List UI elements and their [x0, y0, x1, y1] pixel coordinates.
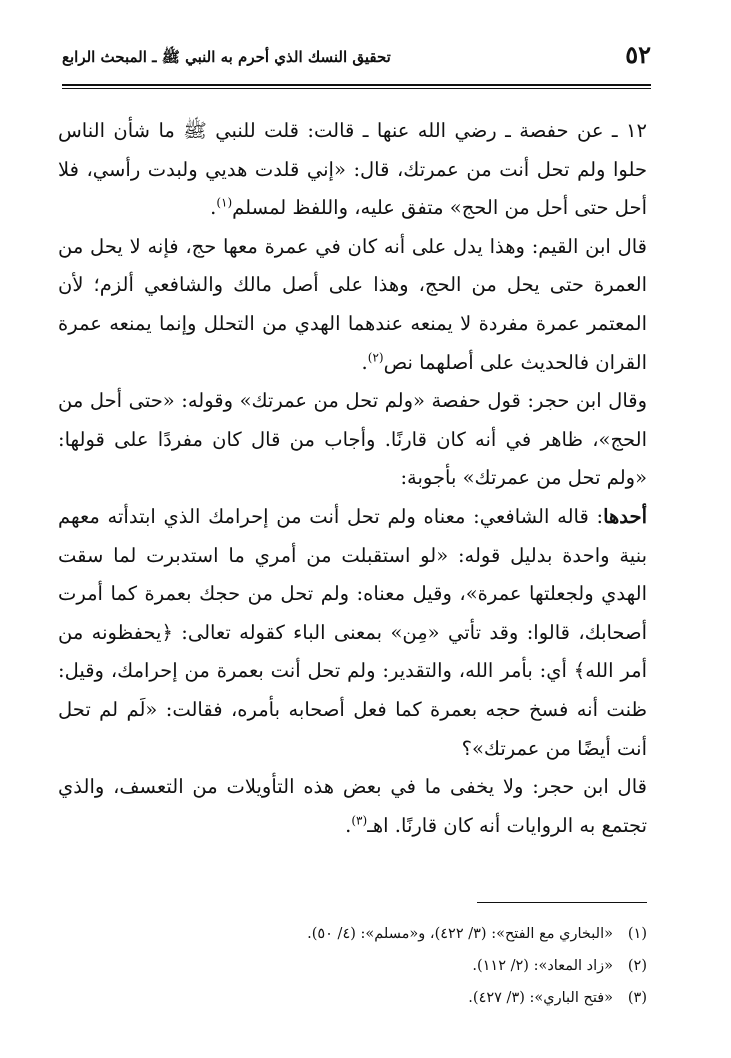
footnote-1: [200, 918, 647, 950]
footnote-number: (٢): [627, 958, 647, 974]
first-answer-text: : قاله الشافعي: معناه ولم تحل أنت من إحرامك الذي ابتدأته معهم بنية واحدة بدليل قوله: «لو استقبلت من أمري ما استدبرت لما سقت الهدي ولجعلتها عمرة»، وقيل معناه: ولم تحل من حجك بعمرة كما أمرت أصحابك، قالوا: وقد تأتي «مِن» بمعنى الباء كقوله تعالى: ﴿يحفظونه من أمر الله﴾ أي: بأمر الله، والتقدير: ولم تحل أنت بعمرة من إحرامك، وقيل: ظنت أنه فسخ حجه بعمرة كما فعل أصحابه بأمره، فقالت: «لَم لم تحل أنت أيضًا من عمرتك»؟: [58, 504, 647, 760]
paragraph-conclusion: قال ابن حجر: ولا يخفى ما في بعض هذه التأويلات من التعسف، والذي تجتمع به الروايات أنه كان قارنًا. اهـ$^{(٣)}$.: [58, 775, 647, 837]
footnote-ref-1: (١): [216, 195, 233, 210]
first-answer-lead: أحدها: [603, 504, 647, 528]
paragraph-hadith: ١٢ ـ عن حفصة ـ رضي الله عنها ـ قالت: قلت للنبي ﷺ ما شأن الناس حلوا ولم تحل أنت من عمرتك، قال: «إني قلدت هديي ولبدت رأسي، فلا أحل حتى أحل من الحج» متفق عليه، واللفظ لمسلم$^{(١)}$.: [58, 119, 647, 220]
main-text: [58, 112, 647, 845]
paragraph-ibn-qayyim: قال ابن القيم: وهذا يدل على أنه كان في عمرة معها حج، فإنه لا يحل من العمرة حتى يحل من الحج، وهذا على أصل مالك والشافعي ألزم؛ لأن المعتمر عمرة مفردة لا يمنعه عندهما الهدي من التحلل وإنما يمنعه عمرة القران فالحديث على أصلهما نص$^{(٢)}$.: [58, 234, 647, 374]
footnote-number: (١): [627, 926, 647, 942]
paragraph-hadith-text: ١٢ ـ عن حفصة ـ رضي الله عنها ـ قالت: قلت للنبي ﷺ ما شأن الناس حلوا ولم تحل أنت من عمرتك، قال: «إني قلدت هديي ولبدت رأسي، فلا أحل حتى أحل من الحج» متفق عليه، واللفظ لمسلم: [58, 119, 647, 220]
page-header: [62, 40, 651, 78]
footnote-2: [200, 950, 647, 982]
footnote-text: «زاد المعاد»: (٢/ ١١٢).: [472, 958, 613, 974]
footnote-text: «البخاري مع الفتح»: (٣/ ٤٢٢)، و«مسلم»: (٤/ ٥٠).: [307, 926, 613, 942]
footnote-ref-3: (٣): [351, 813, 368, 828]
footnote-number: (٣): [627, 990, 647, 1006]
footnotes: [200, 918, 647, 1014]
running-title: تحقيق النسك الذي أحرم به النبي ﷺ ـ المبحث الرابع: [62, 48, 391, 66]
page-number: ٥٢: [625, 40, 651, 69]
footnote-ref-2: (٢): [367, 350, 384, 365]
paragraph-ibn-qayyim-text: قال ابن القيم: وهذا يدل على أنه كان في عمرة معها حج، فإنه لا يحل من العمرة حتى يحل من الحج، وهذا على أصل مالك والشافعي ألزم؛ لأن المعتمر عمرة مفردة لا يمنعه عندهما الهدي من التحلل وإنما يمنعه عمرة القران فالحديث على أصلهما نص: [58, 234, 647, 374]
paragraph-conclusion-text: قال ابن حجر: ولا يخفى ما في بعض هذه التأويلات من التعسف، والذي تجتمع به الروايات أنه كان قارنًا. اهـ: [58, 775, 647, 837]
footnote-rule: [477, 902, 647, 903]
paragraph-ibn-hajar: وقال ابن حجر: قول حفصة «ولم تحل من عمرتك» وقوله: «حتى أحل من الحج»، ظاهر في أنه كان قارنًا. وأجاب من قال كان مفردًا على قولها: «ولم تحل من عمرتك» بأجوبة:: [58, 389, 647, 490]
footnote-3: [200, 982, 647, 1014]
footnote-text: «فتح الباري»: (٣/ ٤٢٧).: [468, 990, 613, 1006]
paragraph-first-answer: [58, 498, 647, 768]
header-rule: [62, 84, 651, 89]
